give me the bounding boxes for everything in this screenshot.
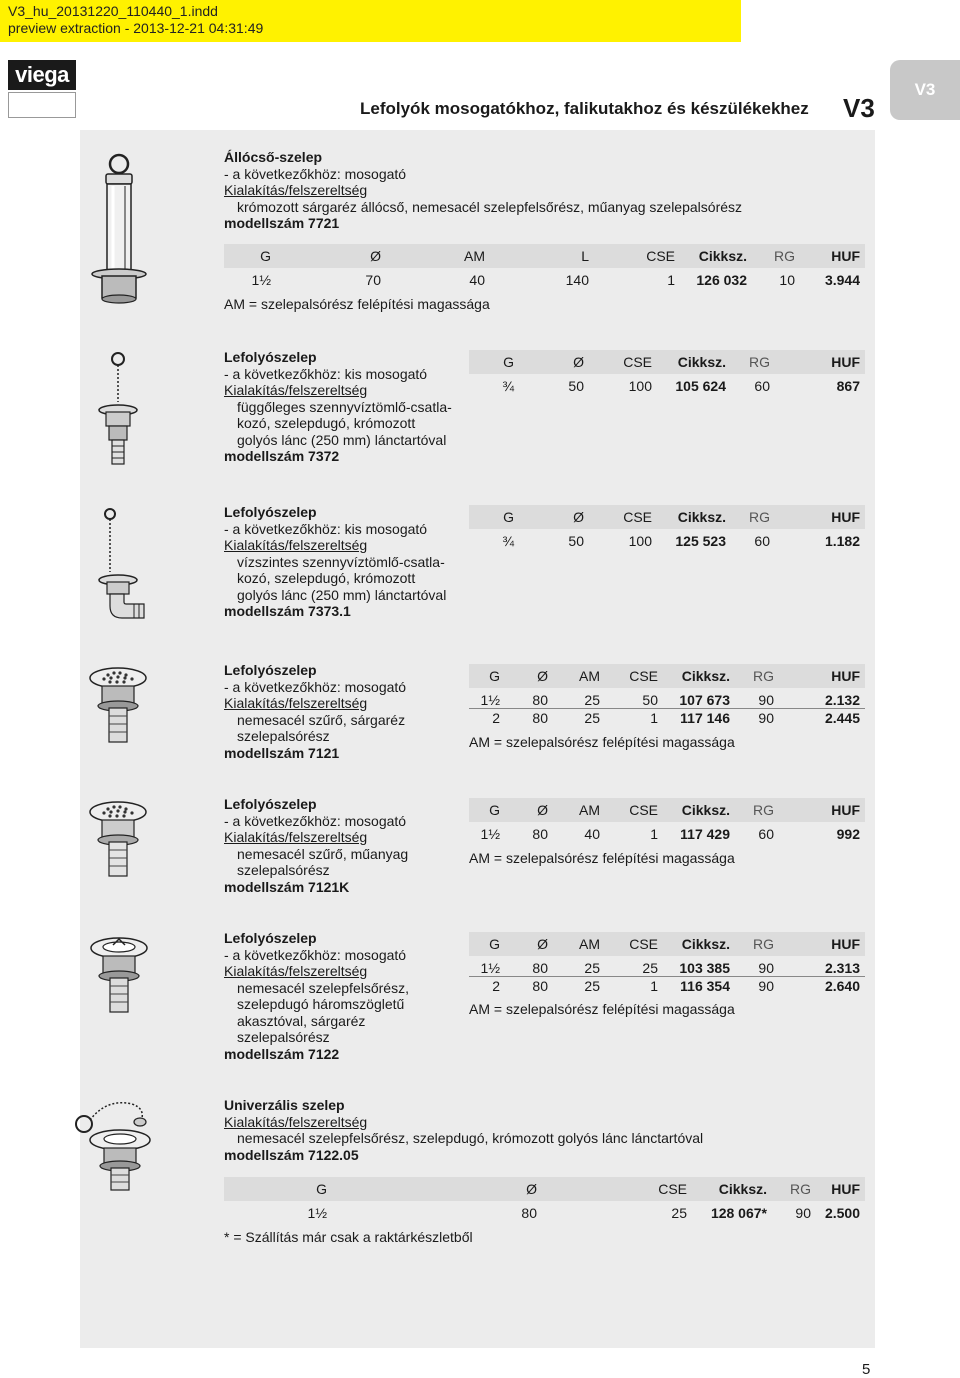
table-header-row <box>469 505 865 529</box>
cell-diameter: 50 <box>568 532 584 549</box>
cell-price: 3.944 <box>824 271 860 288</box>
table-row <box>469 374 865 394</box>
col-header: CSE <box>589 350 657 374</box>
product-7121k <box>224 796 408 895</box>
cell-diameter: 80 <box>521 1204 537 1221</box>
page-title: Lefolyók mosogatókhoz, falikutakhoz és készülékekhez <box>360 99 809 118</box>
col-header: CSE <box>542 1177 692 1201</box>
product-description: nemesacél szelepfelsőrész, <box>237 979 409 996</box>
preview-file-name: V3_hu_20131220_110440_1.indd <box>8 3 218 19</box>
cell-diameter: 80 <box>532 825 548 842</box>
model-number: modellszám 7122 <box>224 1045 340 1062</box>
cell-am: 40 <box>469 271 485 288</box>
product-description: golyós lánc (250 mm) lánctartóval <box>237 586 447 603</box>
cell-cse: 100 <box>628 532 652 549</box>
col-header: Cikksz. <box>663 932 735 956</box>
cell-article-no: 128 067* <box>710 1204 767 1221</box>
model-number: modellszám 7372 <box>224 448 340 464</box>
table-note: AM = szelepalsórész felépítési magassága <box>224 296 490 312</box>
model-number: modellszám 7121K <box>224 878 350 895</box>
spec-table-7121k <box>469 798 865 842</box>
spec-table-7373-1 <box>469 505 865 549</box>
col-header: RG <box>731 505 775 529</box>
drain-valve-vertical-image <box>96 350 142 468</box>
cell-rg: 90 <box>795 1204 811 1221</box>
strainer-valve-image <box>88 664 148 748</box>
universal-valve-image <box>72 1094 162 1194</box>
cell-article-no: 125 523 <box>675 532 726 549</box>
product-7372 <box>224 349 452 465</box>
col-header: RG <box>735 664 779 688</box>
col-header: G <box>469 505 519 529</box>
cell-rg: 90 <box>758 691 774 708</box>
table-row <box>469 822 865 842</box>
model-number: modellszám 7122.05 <box>224 1146 359 1163</box>
col-header: RG <box>731 350 775 374</box>
cell-cse: 1 <box>667 271 675 288</box>
cell-price: 2.640 <box>779 976 865 994</box>
spec-table-7121 <box>469 664 865 726</box>
table-note: AM = szelepalsórész felépítési magassága <box>469 734 735 750</box>
section-tab[interactable]: V3 <box>890 60 960 120</box>
col-header: Ø <box>519 350 589 374</box>
product-description: krómozott sárgaréz állócső, nemesacél szelepfelsőrész, műanyag szelepalsórész <box>237 198 743 215</box>
cell-am: 25 <box>584 691 600 708</box>
feature-label: Kialakítás/felszereltség <box>224 1113 368 1130</box>
col-header: AM <box>386 244 490 268</box>
cell-rg: 60 <box>754 377 770 394</box>
cell-am: 25 <box>553 708 605 726</box>
page-number: 5 <box>862 1361 871 1378</box>
col-header: CSE <box>605 664 663 688</box>
cell-price: 2.445 <box>779 708 865 726</box>
cell-l: 140 <box>565 271 589 288</box>
product-usage: - a következőkhöz: mosogató <box>224 946 407 963</box>
product-title: Lefolyószelep <box>224 796 317 812</box>
spec-table-7122 <box>469 932 865 994</box>
cell-diameter: 80 <box>532 959 548 976</box>
col-header: RG <box>735 798 779 822</box>
col-header: RG <box>752 244 800 268</box>
table-row <box>469 956 865 976</box>
cell-diameter: 80 <box>505 976 553 994</box>
cell-article-no: 116 354 <box>663 976 735 994</box>
product-description: vízszintes szennyvíztömlő-csatla- <box>237 553 445 570</box>
preview-bar <box>0 0 741 42</box>
product-description: golyós lánc (250 mm) lánctartóval <box>237 431 447 448</box>
cell-price: 992 <box>836 825 860 842</box>
col-header: HUF <box>779 664 865 688</box>
spec-table-7721 <box>224 244 865 288</box>
table-header-row <box>224 1177 865 1201</box>
product-usage: - a következőkhöz: kis mosogató <box>224 365 428 382</box>
feature-label: Kialakítás/felszereltség <box>224 182 368 198</box>
table-header-row <box>224 244 865 268</box>
cell-diameter: 80 <box>532 691 548 708</box>
cell-price: 2.500 <box>824 1204 860 1221</box>
cell-cse: 100 <box>628 377 652 394</box>
col-header: HUF <box>775 350 865 374</box>
product-description: kozó, szelepdugó, krómozott <box>237 570 416 586</box>
cell-cse: 1 <box>605 708 663 726</box>
col-header: G <box>224 1177 332 1201</box>
model-number: modellszám 7373.1 <box>224 603 351 619</box>
col-header: Ø <box>332 1177 542 1201</box>
product-usage: - a következőkhöz: mosogató <box>224 812 407 829</box>
product-title: Lefolyószelep <box>224 930 317 946</box>
col-header: Ø <box>519 505 589 529</box>
model-number: modellszám 7721 <box>224 215 340 231</box>
cell-cse: 50 <box>642 691 658 708</box>
col-header: Ø <box>505 932 553 956</box>
cell-price: 2.132 <box>824 691 860 708</box>
col-header: Cikksz. <box>663 664 735 688</box>
table-row <box>469 529 865 549</box>
product-title: Lefolyószelep <box>224 349 317 365</box>
product-description: szelepalsórész <box>237 862 330 878</box>
feature-label: Kialakítás/felszereltség <box>224 382 368 398</box>
col-header: G <box>469 350 519 374</box>
col-header: Cikksz. <box>680 244 752 268</box>
cell-g: 1½ <box>480 825 500 842</box>
cell-price: 1.182 <box>824 532 860 549</box>
cell-cse: 1 <box>650 825 658 842</box>
col-header: HUF <box>779 798 865 822</box>
product-description: nemesacél szűrő, sárgaréz <box>237 711 406 728</box>
feature-label: Kialakítás/felszereltség <box>224 829 368 845</box>
cell-g: 1½ <box>480 691 500 708</box>
cell-g: 2 <box>469 976 505 994</box>
cell-am: 25 <box>553 976 605 994</box>
col-header: HUF <box>779 932 865 956</box>
col-header: Cikksz. <box>657 350 731 374</box>
product-7122 <box>224 930 409 1062</box>
cell-rg: 10 <box>779 271 795 288</box>
cell-g: ¾ <box>502 377 514 394</box>
col-header: L <box>490 244 594 268</box>
product-usage: - a következőkhöz: mosogató <box>224 165 407 182</box>
table-header-row <box>469 798 865 822</box>
cell-am: 40 <box>584 825 600 842</box>
col-header: G <box>469 932 505 956</box>
product-description: függőleges szennyvíztömlő-csatla- <box>237 398 452 415</box>
standpipe-valve-image <box>88 152 150 308</box>
cell-rg: 90 <box>735 708 779 726</box>
col-header: CSE <box>605 798 663 822</box>
table-row <box>224 1201 865 1221</box>
product-usage: - a következőkhöz: kis mosogató <box>224 520 428 537</box>
table-row <box>224 268 865 288</box>
table-row <box>469 976 865 994</box>
product-title: Lefolyószelep <box>224 662 317 678</box>
logo-box <box>8 92 76 118</box>
col-header: G <box>469 798 505 822</box>
col-header: Cikksz. <box>692 1177 772 1201</box>
table-header-row <box>469 664 865 688</box>
table-header-row <box>469 932 865 956</box>
cell-g: ¾ <box>502 532 514 549</box>
cell-price: 2.313 <box>824 959 860 976</box>
feature-label: Kialakítás/felszereltség <box>224 537 368 553</box>
product-7121 <box>224 662 406 761</box>
product-usage: - a következőkhöz: mosogató <box>224 678 407 695</box>
table-note: AM = szelepalsórész felépítési magassága <box>469 1001 735 1017</box>
model-number: modellszám 7121 <box>224 744 340 761</box>
cell-article-no: 103 385 <box>679 959 730 976</box>
col-header: CSE <box>594 244 680 268</box>
table-row <box>469 708 865 726</box>
product-description: nemesacél szűrő, műanyag <box>237 845 409 862</box>
cell-article-no: 107 673 <box>679 691 730 708</box>
cell-article-no: 117 146 <box>663 708 735 726</box>
cell-article-no: 117 429 <box>680 825 730 842</box>
cell-am: 25 <box>584 959 600 976</box>
cell-price: 867 <box>836 377 860 394</box>
col-header: Ø <box>505 664 553 688</box>
cell-article-no: 126 032 <box>696 271 747 288</box>
strainer-valve-plastic-image <box>88 798 148 882</box>
product-description: nemesacél szelepfelsőrész, szelepdugó, krómozott golyós lánc lánctartóval <box>237 1130 704 1146</box>
col-header: G <box>469 664 505 688</box>
feature-label: Kialakítás/felszereltség <box>224 963 368 979</box>
col-header: Ø <box>505 798 553 822</box>
spec-table-7122-05 <box>224 1177 865 1221</box>
footnote: * = Szállítás már csak a raktárkészletből <box>224 1229 473 1245</box>
feature-label: Kialakítás/felszereltség <box>224 695 368 711</box>
cell-g: 1½ <box>307 1204 327 1221</box>
col-header: RG <box>772 1177 816 1201</box>
col-header: G <box>224 244 276 268</box>
product-title: Univerzális szelep <box>224 1097 345 1113</box>
cell-cse: 25 <box>642 959 658 976</box>
col-header: Ø <box>276 244 386 268</box>
col-header: AM <box>553 932 605 956</box>
cell-cse: 25 <box>671 1204 687 1221</box>
plug-valve-image <box>88 934 150 1018</box>
product-7122-05 <box>224 1097 703 1163</box>
table-row <box>469 688 865 708</box>
col-header: RG <box>735 932 779 956</box>
product-7721 <box>224 149 742 232</box>
cell-diameter: 70 <box>365 271 381 288</box>
col-header: Cikksz. <box>657 505 731 529</box>
cell-article-no: 105 624 <box>675 377 726 394</box>
col-header: CSE <box>589 505 657 529</box>
product-description: kozó, szelepdugó, krómozott <box>237 415 416 431</box>
product-description: szelepalsórész <box>237 728 330 744</box>
section-code: V3 <box>843 93 875 123</box>
cell-g: 2 <box>469 708 505 726</box>
table-header-row <box>469 350 865 374</box>
cell-diameter: 80 <box>505 708 553 726</box>
cell-rg: 90 <box>758 959 774 976</box>
col-header: Cikksz. <box>663 798 735 822</box>
product-title: Állócső-szelep <box>224 149 323 165</box>
product-7373-1 <box>224 504 446 620</box>
cell-diameter: 50 <box>568 377 584 394</box>
spec-table-7372 <box>469 350 865 394</box>
product-description: akasztóval, sárgaréz <box>237 1012 366 1029</box>
preview-extraction-info: preview extraction - 2013-12-21 04:31:49 <box>8 20 264 36</box>
viega-logo: viega <box>8 60 76 90</box>
cell-g: 1½ <box>480 959 500 976</box>
cell-g: 1½ <box>251 271 271 288</box>
cell-rg: 90 <box>735 976 779 994</box>
col-header: AM <box>553 664 605 688</box>
cell-rg: 60 <box>758 825 774 842</box>
cell-cse: 1 <box>605 976 663 994</box>
col-header: HUF <box>816 1177 865 1201</box>
col-header: CSE <box>605 932 663 956</box>
drain-valve-horizontal-image <box>96 506 152 624</box>
col-header: HUF <box>775 505 865 529</box>
product-description: szelepdugó háromszögletű <box>237 996 405 1012</box>
product-description: szelepalsórész <box>237 1029 330 1045</box>
cell-rg: 60 <box>754 532 770 549</box>
col-header: HUF <box>800 244 865 268</box>
col-header: AM <box>553 798 605 822</box>
table-note: AM = szelepalsórész felépítési magassága <box>469 850 735 866</box>
product-title: Lefolyószelep <box>224 504 317 520</box>
